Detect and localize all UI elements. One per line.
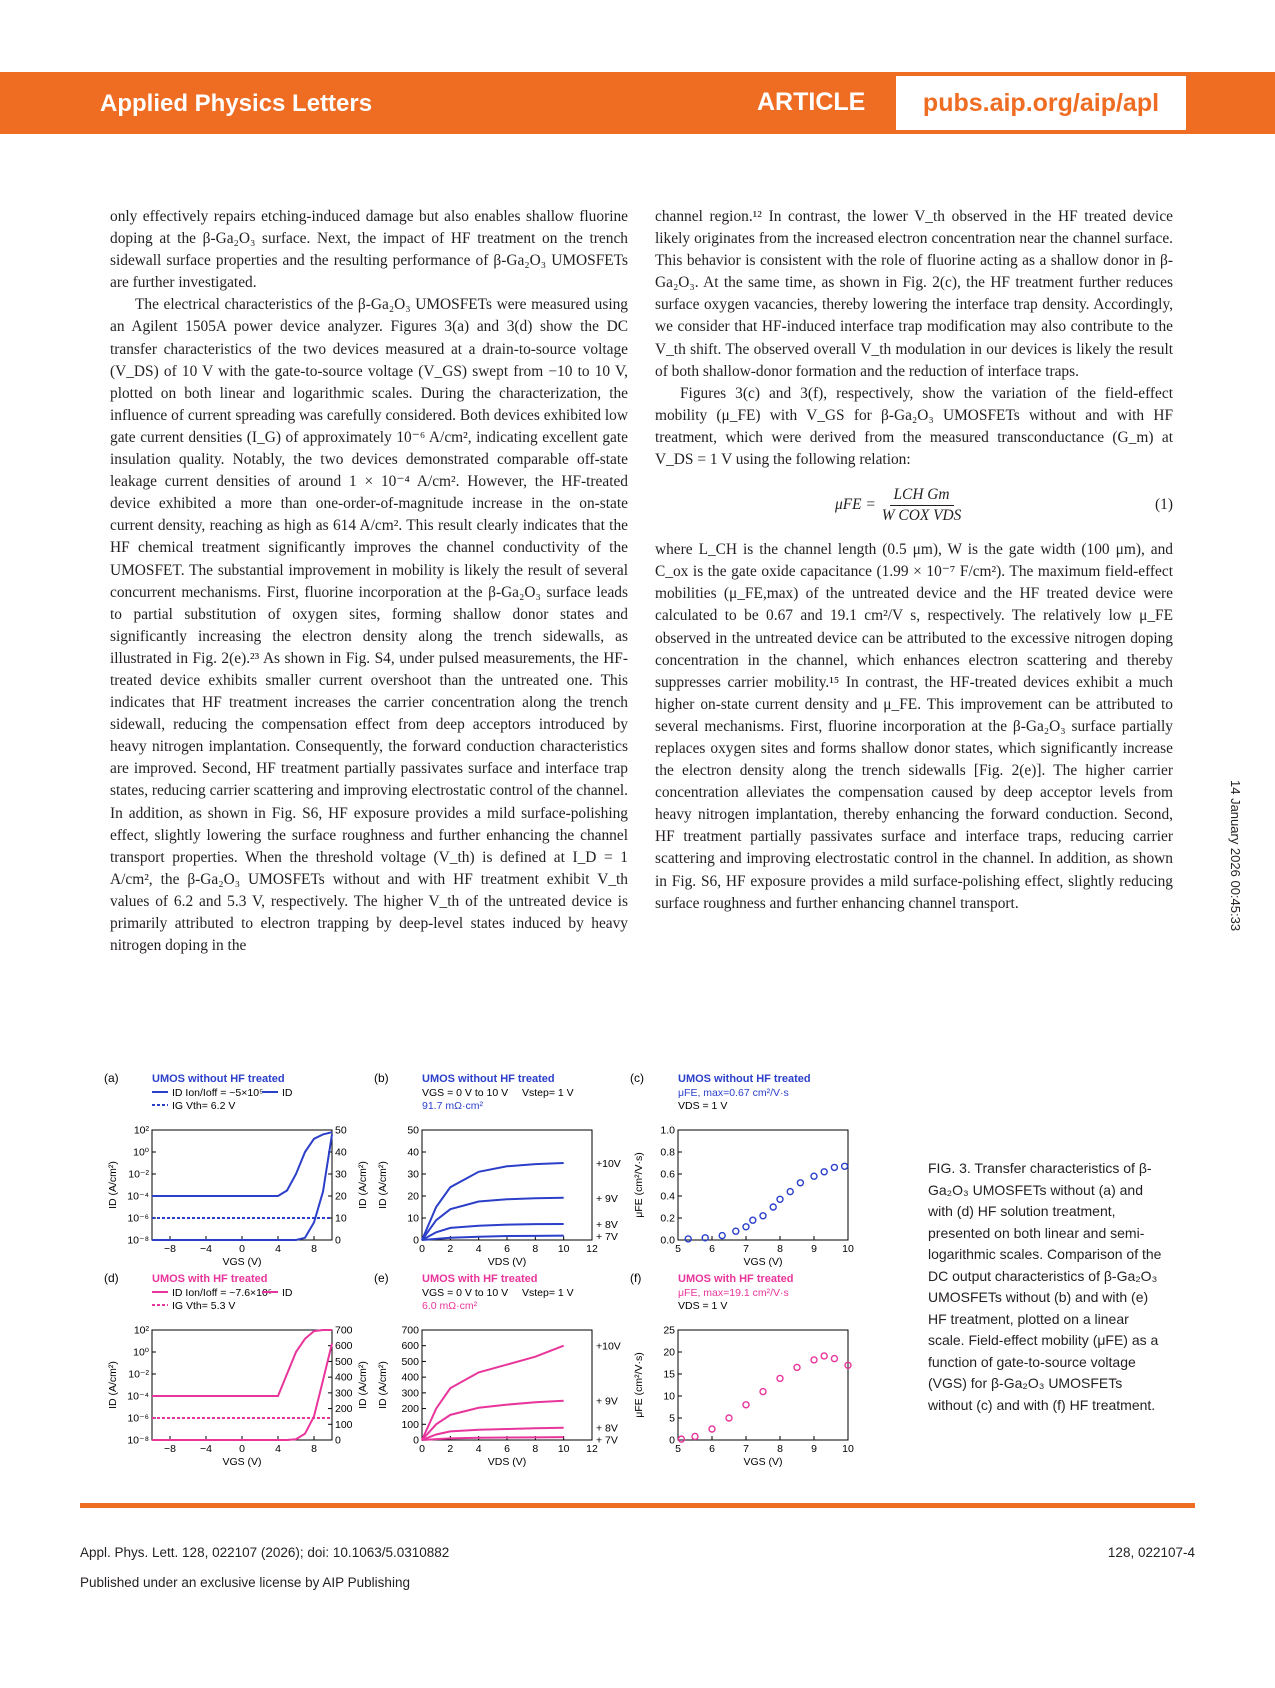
panel-label: (f) [630, 1271, 642, 1285]
y-tick-label: 0.0 [660, 1234, 675, 1247]
series-line [422, 1198, 564, 1240]
data-point [678, 1436, 684, 1442]
panel-title: UMOS without HF treated [152, 1073, 285, 1085]
y2-tick-label: 50 [335, 1124, 347, 1137]
x-tick-label: 5 [675, 1243, 681, 1255]
panel-label: (c) [630, 1071, 644, 1085]
series-line [152, 1132, 332, 1196]
y-tick-label: 400 [401, 1371, 419, 1384]
series-line [152, 1330, 332, 1396]
x-tick-label: 4 [275, 1443, 281, 1455]
legend-entry: ID Ion/Ioff = ~7.6×10⁵ [172, 1287, 273, 1299]
panel-title: UMOS without HF treated [678, 1073, 811, 1085]
data-point [685, 1236, 691, 1242]
panel-label: (d) [104, 1271, 119, 1285]
article-tag: ARTICLE [757, 88, 866, 116]
panel-frame [152, 1330, 332, 1440]
panel-frame [678, 1330, 848, 1440]
series-line [422, 1163, 564, 1240]
x-tick-label: 10 [557, 1243, 570, 1255]
y2-tick-label: 0 [335, 1434, 341, 1447]
y-tick-label: 10⁻⁸ [127, 1434, 149, 1447]
x-tick-label: 6 [504, 1243, 510, 1255]
data-point [770, 1204, 776, 1210]
journal-url-box[interactable] [896, 76, 1186, 130]
left-paragraph-1: only effectively repairs etching-induced damage but also enables shallow fluorine doping at the β-Ga₂O₃ surface. Next, the impact of HF treatment on the trench sidewall surface properties and the resulting performance of β-Ga₂O₃ UMOSFETs are further investigated. [110, 208, 628, 292]
annotation: μFE, max=0.67 cm²/V·s [678, 1087, 789, 1099]
panel-frame [422, 1130, 592, 1240]
x-tick-label: 8 [311, 1443, 317, 1455]
x-tick-label: 0 [419, 1443, 425, 1455]
annotation: VGS = 0 V to 10 V [422, 1087, 509, 1099]
data-point [709, 1426, 715, 1432]
y-axis-label: ID (A/cm²) [107, 1361, 119, 1409]
y-tick-label: 5 [669, 1412, 675, 1425]
data-point [719, 1233, 725, 1239]
y-tick-label: 15 [663, 1368, 675, 1381]
right-paragraph-3: where L_CH is the channel length (0.5 μm), W is the gate width (100 μm), and C_ox is the gate oxide capacitance (1.99 × 10⁻⁷ F/cm²). The maximum field-effect mobilities (μ_FE,max) of the untreated device and the HF treated device were calculated to be 0.67 and 19.1 cm²/V s, respectively. The relatively low μ_FE observed in the untreated device can be attributed to the excessive nitrogen doping concentration in the channel, which enhances electron scattering and thereby suppresses carrier mobility.¹⁵ In contrast, the HF-treated devices exhibit a much higher on-state current density and μ_FE. This improvement can be attributed to several mechanisms. First, fluorine incorporation at the β-Ga₂O₃ surface partially replaces oxygen sites and forms shallow donor states, which significantly increase the electron density along the trench sidewalls [Fig. 2(e)]. The higher carrier concentration alleviates the compensation caused by deep acceptor levels from heavy nitrogen implantation, thereby enhancing the forward conduction. Second, HF treatment partially passivates surface and interface traps, reducing carrier scattering and improving electrostatic control in the channel. In addition, as shown in Fig. S6, HF exposure provides a mild surface-polishing effect, slightly reducing surface roughness and further enhancing channel transport. [655, 541, 1173, 912]
data-point [831, 1164, 837, 1170]
annotation: VDS = 1 V [678, 1300, 728, 1312]
y-tick-label: 30 [407, 1168, 419, 1181]
x-tick-label: 4 [275, 1243, 281, 1255]
y-tick-label: 0.4 [660, 1190, 675, 1203]
panel-title: UMOS with HF treated [678, 1273, 794, 1285]
x-tick-label: 10 [842, 1443, 854, 1455]
y-tick-label: 0.6 [660, 1168, 675, 1181]
annotation: VDS = 1 V [678, 1100, 728, 1112]
left-paragraph-2: The electrical characteristics of the β-Ga₂O₃ UMOSFETs were measured using an Agilent 1505A power device analyzer. Figures 3(a) and 3(d) show the DC transfer characteristics of the two devices measured at a drain-to-source voltage (V_DS) of 10 V with the gate-to-source voltage (V_GS) swept from −10 to 10 V, plotted on both linear and logarithmic scales. During the characterization, the influence of current spreading was carefully considered. Both devices exhibited low gate current densities (I_G) of approximately 10⁻⁶ A/cm², indicating excellent gate insulation quality. Notably, the two devices demonstrated comparable off-state leakage current densities of around 1 × 10⁻⁴ A/cm². However, the HF-treated device exhibited a more than one-order-of-magnitude increase in the on-state current density, reaching as high as 614 A/cm². This result clearly indicates that the HF chemical treatment significantly improves the channel conductivity of the UMOSFET. The substantial improvement in mobility is likely the result of several concurrent mechanisms. First, fluorine incorporation at the β-Ga₂O₃ surface leads to partial substitution of oxygen sites, forming shallow donor states and significantly increasing the electron density along the trench sidewalls, as illustrated in Fig. 2(e).²³ As shown in Fig. S4, under pulsed measurements, the HF-treated device exhibits smaller current overshoot than the untreated one. This indicates that HF treatment increases the carrier concentration along the trench sidewall, reducing the compensation effect from deep acceptors introduced by heavy nitrogen implantation. Consequently, the forward conduction characteristics are improved. Second, HF treatment partially passivates surface and interface trap states, reducing carrier scattering and improving electrostatic control of the channel. In addition, as shown in Fig. S6, HF exposure provides a mild surface-polishing effect, slightly lowering the surface roughness and further enhancing the channel transport properties. When the threshold voltage (V_th) is defined at I_D = 1 A/cm², the β-Ga₂O₃ UMOSFETs without and with HF treatment exhibit V_th values of 6.2 and 5.3 V, respectively. The higher V_th of the untreated device is primarily attributed to electron trapping by deep-level states induced by heavy nitrogen doping in the [110, 296, 628, 955]
y-tick-label: 10⁻⁴ [127, 1190, 149, 1203]
x-tick-label: 4 [475, 1443, 482, 1455]
y-axis-label: μFE (cm²/V·s) [633, 1152, 645, 1218]
x-tick-label: 5 [675, 1443, 681, 1455]
figure-caption: FIG. 3. Transfer characteristics of β-Ga₂O₃ UMOSFETs without (a) and with (d) HF solution treatment, presented on both linear and semi-logarithmic scales. Comparison of the DC output characteristics of β-Ga₂O₃ UMOSFETs without (b) and with (e) HF treatment, plotted on a linear scale. Field-effect mobility (μFE) as a function of gate-to-source voltage (VGS) for β-Ga₂O₃ UMOSFETs without (c) and with (f) HF treatment. [928, 1160, 1162, 1413]
series-label: +10V [596, 1158, 621, 1170]
equation-numerator: LCH Gm [890, 485, 954, 506]
panel-label: (e) [374, 1271, 389, 1285]
y2-tick-label: 700 [335, 1324, 353, 1337]
x-tick-label: 4 [475, 1243, 482, 1255]
series-line [152, 1344, 332, 1440]
equation-denominator: W COX VDS [881, 506, 962, 524]
y-tick-label: 10⁰ [133, 1146, 149, 1159]
annotation: Vstep= 1 V [522, 1287, 574, 1299]
y-tick-label: 10⁻² [128, 1168, 149, 1181]
y-tick-label: 500 [401, 1355, 419, 1368]
y-tick-label: 10⁻⁶ [127, 1412, 149, 1425]
y-tick-label: 0 [413, 1234, 419, 1247]
data-point [733, 1228, 739, 1234]
annotation: VGS = 0 V to 10 V [422, 1287, 509, 1299]
x-tick-label: −4 [200, 1243, 212, 1255]
data-point [777, 1375, 783, 1381]
x-axis-label: VDS (V) [487, 1256, 527, 1268]
data-point [760, 1213, 766, 1219]
x-tick-label: 8 [311, 1243, 317, 1255]
series-label: +10V [596, 1340, 621, 1353]
x-tick-label: 6 [709, 1443, 715, 1455]
series-label: + 9V [596, 1192, 618, 1205]
y2-tick-label: 300 [335, 1387, 353, 1400]
annotation: μFE, max=19.1 cm²/V·s [678, 1287, 789, 1299]
annotation: Vstep= 1 V [522, 1087, 574, 1099]
y2-tick-label: 600 [335, 1340, 353, 1353]
legend-entry: ID [282, 1087, 293, 1099]
series-label: + 7V [596, 1230, 618, 1243]
footer-license: Published under an exclusive license by AIP Publishing [80, 1575, 410, 1590]
x-tick-label: −8 [164, 1243, 176, 1255]
legend-entry: IG Vth= 6.2 V [172, 1100, 236, 1112]
data-point [811, 1173, 817, 1179]
data-point [692, 1433, 698, 1439]
x-tick-label: 8 [532, 1443, 539, 1455]
figure-3-panels [100, 1068, 920, 1468]
x-tick-label: 9 [811, 1443, 817, 1455]
data-point [760, 1389, 766, 1395]
x-tick-label: 7 [743, 1443, 749, 1455]
data-point [743, 1402, 749, 1408]
y-tick-label: 10 [407, 1212, 419, 1225]
x-tick-label: 0 [419, 1243, 425, 1255]
x-tick-label: 10 [557, 1443, 570, 1455]
x-tick-label: 12 [586, 1443, 598, 1455]
equation-number: (1) [1155, 496, 1173, 514]
series-label: + 8V [596, 1422, 618, 1435]
x-tick-label: 8 [777, 1443, 783, 1455]
y2-tick-label: 20 [335, 1190, 347, 1203]
y-tick-label: 25 [663, 1324, 675, 1337]
data-point [750, 1217, 756, 1223]
footer-rule [80, 1503, 1195, 1508]
y-tick-label: 100 [401, 1418, 419, 1431]
journal-name: Applied Physics Letters [100, 90, 373, 117]
x-axis-label: VGS (V) [743, 1456, 783, 1468]
panel-frame [678, 1130, 848, 1240]
panel-title: UMOS without HF treated [422, 1073, 555, 1085]
y-tick-label: 0.8 [660, 1146, 675, 1159]
y-tick-label: 20 [407, 1190, 419, 1203]
y-tick-label: 10⁻² [128, 1368, 149, 1381]
x-tick-label: 6 [504, 1443, 510, 1455]
y-tick-label: 10² [133, 1124, 149, 1137]
data-point [787, 1189, 793, 1195]
x-tick-label: 8 [777, 1243, 783, 1255]
y-axis-label: ID (A/cm²) [107, 1161, 119, 1209]
y-tick-label: 300 [401, 1387, 419, 1400]
data-point [842, 1163, 848, 1169]
annotation: 6.0 mΩ·cm² [422, 1300, 478, 1312]
data-point [821, 1353, 827, 1359]
y-tick-label: 10⁻⁸ [127, 1234, 149, 1247]
journal-url-link[interactable]: pubs.aip.org/aip/apl [922, 88, 1160, 117]
y2-tick-label: 200 [335, 1403, 353, 1416]
y-tick-label: 700 [401, 1324, 419, 1337]
x-tick-label: 0 [239, 1443, 245, 1455]
legend-entry: ID [282, 1287, 293, 1299]
data-point [743, 1224, 749, 1230]
data-point [831, 1356, 837, 1362]
x-axis-label: VGS (V) [222, 1456, 262, 1468]
data-point [726, 1415, 732, 1421]
y-axis-label: μFE (cm²/V·s) [633, 1352, 645, 1418]
y-tick-label: 200 [401, 1403, 419, 1416]
y-tick-label: 0.2 [660, 1212, 675, 1225]
panel-label: (a) [104, 1071, 119, 1085]
equation-1 [655, 471, 1173, 539]
x-tick-label: 12 [586, 1243, 598, 1255]
y2-axis-label: ID (A/cm²) [357, 1161, 369, 1209]
y-tick-label: 10² [133, 1324, 149, 1337]
y-tick-label: 10⁻⁴ [127, 1390, 149, 1403]
y-tick-label: 600 [401, 1340, 419, 1353]
x-axis-label: VGS (V) [743, 1256, 783, 1268]
x-tick-label: 7 [743, 1243, 749, 1255]
data-point [797, 1180, 803, 1186]
y-tick-label: 10 [663, 1390, 675, 1403]
right-paragraph-1: channel region.¹² In contrast, the lower V_th observed in the HF treated device likely originates from the increased electron concentration near the channel surface. This behavior is consistent with the role of fluorine acting as a shallow donor in β-Ga₂O₃. At the same time, as shown in Fig. 2(c), the HF treatment further reduces surface oxygen vacancies, thereby lowering the interface trap density. Accordingly, we consider that HF-induced interface trap modification may also contribute to the V_th shift. The observed overall V_th modulation in our devices is likely the result of both shallow-donor formation and the reduction of interface traps. [655, 208, 1173, 380]
y2-tick-label: 10 [335, 1212, 347, 1225]
panel-title: UMOS with HF treated [422, 1273, 538, 1285]
x-axis-label: VDS (V) [487, 1456, 527, 1468]
x-tick-label: 2 [447, 1243, 454, 1255]
download-timestamp: 14 January 2026 00:45:33 [1228, 780, 1243, 932]
series-label: + 9V [596, 1395, 618, 1408]
series-line [422, 1346, 564, 1440]
x-tick-label: −8 [164, 1443, 176, 1455]
legend-entry: ID Ion/Ioff = ~5×10⁵ [172, 1087, 264, 1099]
footer-citation: Appl. Phys. Lett. 128, 022107 (2026); doi: 10.1063/5.0310882 [80, 1545, 450, 1560]
y-tick-label: 0 [413, 1434, 419, 1447]
y-axis-label: ID (A/cm²) [377, 1361, 389, 1409]
y-tick-label: 40 [407, 1146, 419, 1159]
panel-frame [422, 1330, 592, 1440]
data-point [794, 1364, 800, 1370]
data-point [777, 1196, 783, 1202]
y2-tick-label: 400 [335, 1371, 353, 1384]
x-tick-label: 6 [709, 1243, 715, 1255]
panel-frame [152, 1130, 332, 1240]
y-tick-label: 50 [407, 1124, 419, 1137]
x-tick-label: −4 [200, 1443, 212, 1455]
legend-entry: IG Vth= 5.3 V [172, 1300, 236, 1312]
x-tick-label: 8 [532, 1243, 539, 1255]
x-axis-label: VGS (V) [222, 1256, 262, 1268]
x-tick-label: 9 [811, 1243, 817, 1255]
right-column [655, 206, 1173, 915]
y2-tick-label: 500 [335, 1355, 353, 1368]
y2-tick-label: 40 [335, 1146, 347, 1159]
panel-title: UMOS with HF treated [152, 1273, 268, 1285]
y2-axis-label: ID (A/cm²) [357, 1361, 369, 1409]
series-line [422, 1401, 564, 1440]
figure-3 [100, 1068, 920, 1468]
y-tick-label: 10⁰ [133, 1346, 149, 1359]
data-point [821, 1169, 827, 1175]
data-point [811, 1357, 817, 1363]
x-tick-label: 10 [842, 1243, 854, 1255]
y-tick-label: 0 [669, 1434, 675, 1447]
y2-tick-label: 30 [335, 1168, 347, 1181]
y2-tick-label: 0 [335, 1234, 341, 1247]
panel-label: (b) [374, 1071, 389, 1085]
series-label: + 7V [596, 1434, 618, 1447]
equation-lhs: μFE = [835, 496, 876, 514]
x-tick-label: 2 [447, 1443, 454, 1455]
right-paragraph-2: Figures 3(c) and 3(f), respectively, show the variation of the field-effect mobility (μ_FE) with V_GS for β-Ga₂O₃ UMOSFETs without and with HF treatment, which were derived from the measured transconductance (G_m) at V_DS = 1 V using the following relation: [655, 384, 1173, 469]
footer-page: 128, 022107-4 [1107, 1545, 1195, 1560]
y-tick-label: 1.0 [660, 1124, 675, 1137]
annotation: 91.7 mΩ·cm² [422, 1100, 483, 1112]
series-line [422, 1236, 564, 1240]
y2-tick-label: 100 [335, 1418, 353, 1431]
series-label: + 8V [596, 1218, 618, 1231]
y-tick-label: 20 [663, 1346, 675, 1359]
left-column [110, 206, 628, 957]
y-axis-label: ID (A/cm²) [377, 1161, 389, 1209]
x-tick-label: 0 [239, 1243, 245, 1255]
y-tick-label: 10⁻⁶ [127, 1212, 149, 1225]
